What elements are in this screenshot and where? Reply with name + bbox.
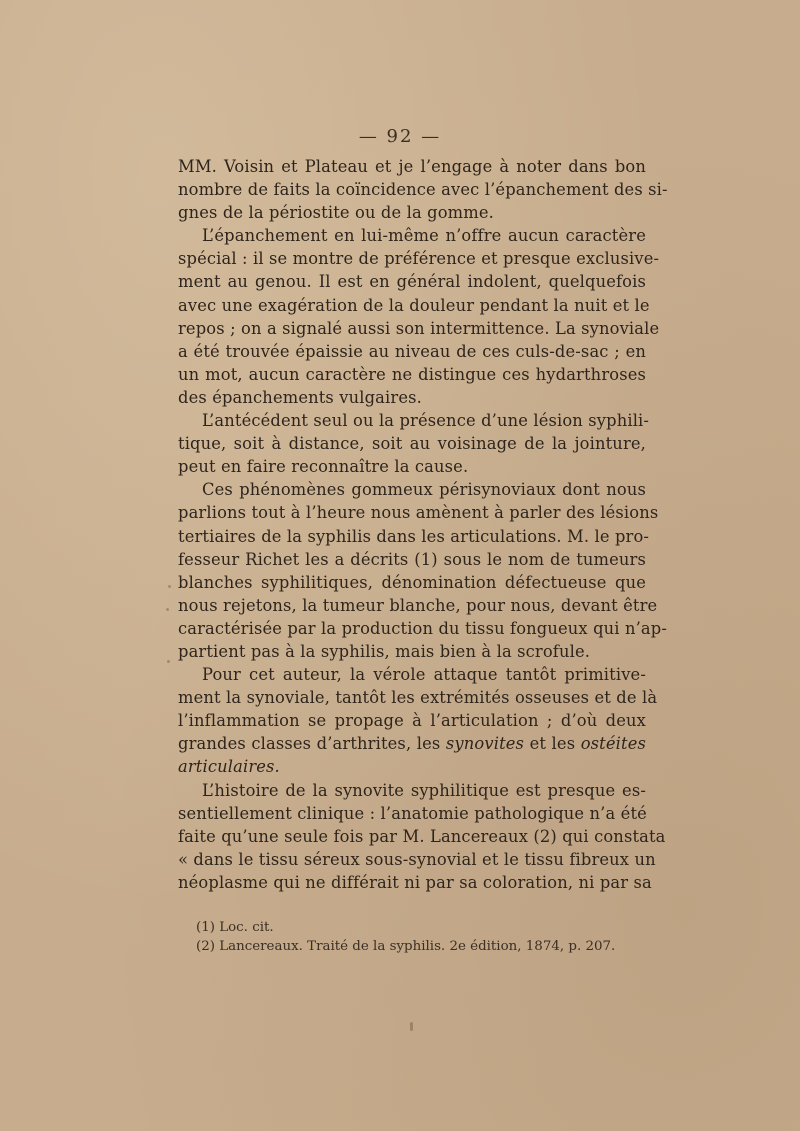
paper-blemish [166,608,169,611]
paragraph-6 [178,779,666,894]
text-line: Ces phénomènes gommeux périsynoviaux dont nous [202,480,646,500]
text-line: caractérisée par la production du tissu fongueux qui n’ap- [178,618,668,638]
text-line: peut en faire reconnaître la cause. [178,457,469,477]
text-line: ment la synoviale, tantôt les extrémités osseuses et de là [178,688,658,708]
text-line: L’antécédent seul ou la présence d’une lésion syphili- [202,411,650,431]
text-line: un mot, aucun caractère ne distingue ces hydarthroses [178,364,646,384]
text-line: repos ; on a signalé aussi son intermittence. La synoviale [178,318,660,338]
text-line: ment au genou. Il est en général indolent, quelquefois [178,272,646,292]
text-line: avec une exagération de la douleur pendant la nuit et le [178,295,650,315]
text-line: néoplasme qui ne différait ni par sa coloration, ni par sa [178,872,652,892]
text-line: L’histoire de la synovite syphilitique est presque es- [202,780,646,800]
text-line: tique, soit à distance, soit au voisinage de la jointure, [178,434,646,454]
footnote-2: (2) Lancereaux. Traité de la syphilis. 2e édition, 1874, p. 207. [196,939,616,954]
text-line: faite qu’une seule fois par M. Lancereaux (2) qui constata [178,826,666,846]
text-line: MM. Voisin et Plateau et je l’engage à noter dans bon [178,157,646,176]
text-line: gnes de la périostite ou de la gomme. [178,203,494,223]
footnote-1: (1) Loc. cit. [196,920,274,935]
text-line: blanches syphilitiques, dénomination défectueuse que [178,572,646,592]
text-line: partient pas à la syphilis, mais bien à la scrofule. [178,641,591,661]
paragraph-5 [178,663,658,778]
text-line: fesseur Richet les a décrits (1) sous le nom de tumeurs [178,549,646,569]
text-line: « dans le tissu séreux sous-synovial et le tissu fibreux un [178,849,656,869]
text-segment: et les [524,734,581,754]
text-line: a été trouvée épaissie au niveau de ces culs-de-sac ; en [178,341,646,361]
text-segment: grandes classes d’arthrites, les [178,734,446,754]
paragraph-1 [178,155,668,224]
paper-blemish [410,1022,413,1031]
italic-term-synovites: synovites [445,734,525,754]
text-line: parlions tout à l’heure nous amènent à parler des lésions [178,503,659,523]
text-line: nous rejetons, la tumeur blanche, pour nous, devant être [178,595,658,615]
text-line: sentiellement clinique : l’anatomie pathologique n’a été [178,803,647,823]
paragraph-4 [178,478,668,663]
text-line: Pour cet auteur, la vérole attaque tantôt primitive- [202,665,646,685]
page-number: — 92 — [358,126,442,147]
italic-term-articulaires: articulaires. [178,757,280,777]
text-line-italic [178,755,646,778]
italic-term-osteites: ostéites [580,734,646,754]
footnotes [196,918,636,956]
paragraph-2 [178,224,660,409]
text-line: tertiaires de la syphilis dans les articulations. M. le pro- [178,526,650,546]
paper-blemish [168,585,171,588]
text-line-mixed [178,732,646,755]
body-text [178,155,668,894]
text-line: L’épanchement en lui-même n’offre aucun caractère [202,226,646,246]
text-line: l’inflammation se propage à l’articulation ; d’où deux [178,711,646,731]
paper-blemish [167,660,170,663]
text-line: des épanchements vulgaires. [178,387,422,407]
text-line: nombre de faits la coïncidence avec l’épanchement des si- [178,180,668,200]
paragraph-3 [178,409,650,478]
text-line: spécial : il se montre de préférence et presque exclusive- [178,249,660,269]
